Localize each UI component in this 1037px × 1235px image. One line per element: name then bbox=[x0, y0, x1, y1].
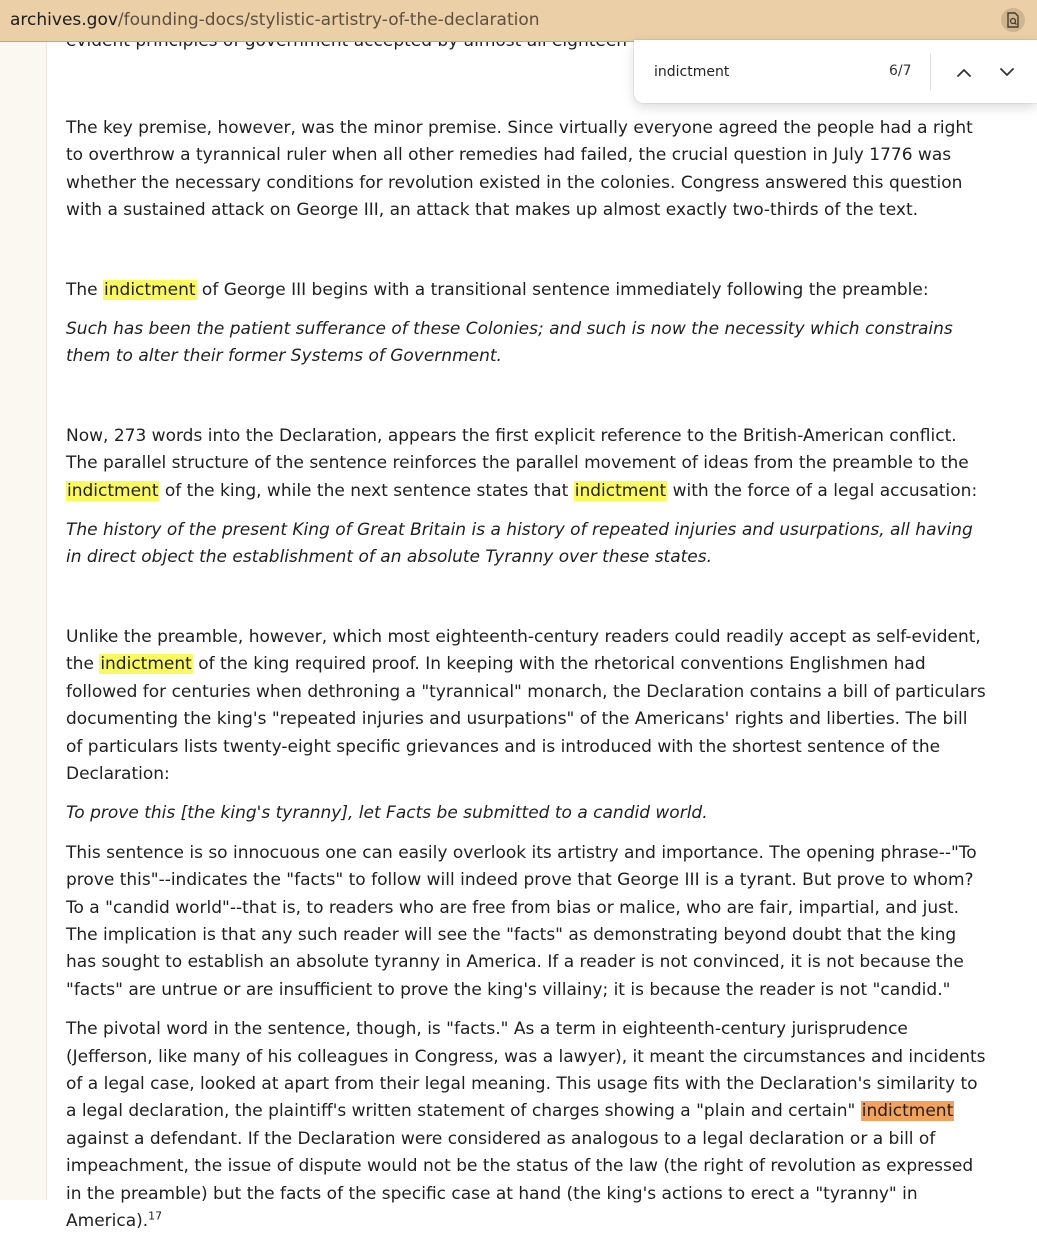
paragraph bbox=[66, 423, 986, 505]
text: of George III begins with a transitional sentence immediately following the preamble: bbox=[196, 279, 929, 300]
quote-text: The history of the present King of Great Britain is a history of repeated injuries and usurpations, all having in direct object the establishment of an absolute Tyranny over these states. bbox=[66, 520, 973, 568]
text: Now, 273 words into the Declaration, appears the first explicit reference to the British-American conflict. The parallel structure of the sentence reinforces the parallel movement of ideas from the preamble to the bbox=[66, 425, 969, 474]
divider bbox=[930, 54, 931, 90]
article-body bbox=[66, 42, 986, 1235]
quote-text: Such has been the patient sufferance of these Colonies; and such is now the necessity which constrains them to alter their former Systems of Government. bbox=[66, 319, 953, 367]
chevron-down-icon[interactable] bbox=[995, 60, 1019, 84]
document-search-icon[interactable] bbox=[1001, 8, 1025, 32]
left-margin bbox=[0, 42, 47, 1200]
text: of the king, while the next sentence states that bbox=[159, 480, 574, 501]
url-path: /founding-docs/stylistic-artistry-of-the-declaration bbox=[117, 10, 540, 30]
search-highlight: indictment bbox=[67, 480, 159, 501]
url-text[interactable] bbox=[10, 9, 540, 31]
paragraph: The key premise, however, was the minor premise. Since virtually everyone agreed the people had a right to overthrow a tyrannical ruler when all other remedies had failed, the crucial question in July 1776 was whether the necessary conditions for revolution existed in the colonies. Congress answered this question with a sustained attack on George III, an attack that makes up almost exactly two-thirds of the text. bbox=[66, 118, 973, 221]
quote-text: To prove this [the king's tyranny], let Facts be submitted to a candid world. bbox=[66, 803, 708, 824]
match-count: 6/7 bbox=[889, 63, 912, 79]
search-highlight: indictment bbox=[574, 480, 667, 501]
block-quote bbox=[66, 316, 986, 371]
footnote-ref[interactable]: 17 bbox=[148, 1209, 163, 1223]
search-highlight: indictment bbox=[100, 654, 192, 675]
paragraph: This sentence is so innocuous one can easily overlook its artistry and importance. The opening phrase--"To prove this"--indicates the "facts" to follow will indeed prove that George III is a tyrant. But prove to whom? To a "candid world"--that is, to readers who are free from bias or malice, who are fair, impartial, and just. The implication is that any such reader will see the "facts" as demonstrating beyond doubt that the king has sought to establish an absolute tyranny in America. If a reader is not convinced, it is not because the "facts" are untrue or are insufficient to prove the king's villainy; it is because the reader is not "candid." bbox=[66, 842, 977, 1000]
text: with the force of a legal accusation: bbox=[667, 480, 978, 501]
find-input[interactable] bbox=[654, 62, 874, 82]
paragraph bbox=[66, 1016, 986, 1235]
text: of the king required proof. In keeping with the rhetorical conventions Englishmen had followed for centuries when dethroning a "tyrannical" monarch, the Declaration contains a bill of particulars documenting the king's "repeated injuries and usurpations" of the Americans' rights and liberties. The bill of particulars lists twenty-eight specific grievances and is introduced with the shortest sentence of the Declaration: bbox=[66, 654, 986, 784]
find-bar bbox=[634, 40, 1037, 103]
text: against a defendant. If the Declaration were considered as analogous to a legal declaration or a bill of impeachment, the issue of dispute would not be the status of the law (the right of revolution as expressed in the preamble) but the facts of the specific case at hand (the king's actions to erect a "tyranny" in America). bbox=[66, 1128, 974, 1231]
paragraph bbox=[66, 624, 986, 788]
chevron-up-icon[interactable] bbox=[952, 60, 976, 84]
search-highlight-current: indictment bbox=[861, 1101, 954, 1122]
url-host: archives.gov bbox=[10, 10, 118, 30]
block-quote bbox=[66, 800, 986, 827]
text: Unlike the preamble, however, which most eighteenth-century readers could readily accept as self-evident, the bbox=[66, 626, 981, 675]
text: The pivotal word in the sentence, though, is "facts." As a term in eighteenth-century jurisprudence (Jefferson, like many of his colleagues in Congress, was a lawyer), it meant the circumstances and incidents of a legal case, looked at apart from their legal meaning. This usage fits with the Declaration's similarity to a legal declaration, the plaintiff's written statement of charges showing a "plain and certain" bbox=[66, 1019, 986, 1122]
block-quote bbox=[66, 517, 986, 572]
search-highlight: indictment bbox=[104, 279, 196, 300]
text: The bbox=[66, 279, 104, 300]
paragraph bbox=[66, 277, 986, 304]
address-bar[interactable] bbox=[0, 0, 1037, 42]
